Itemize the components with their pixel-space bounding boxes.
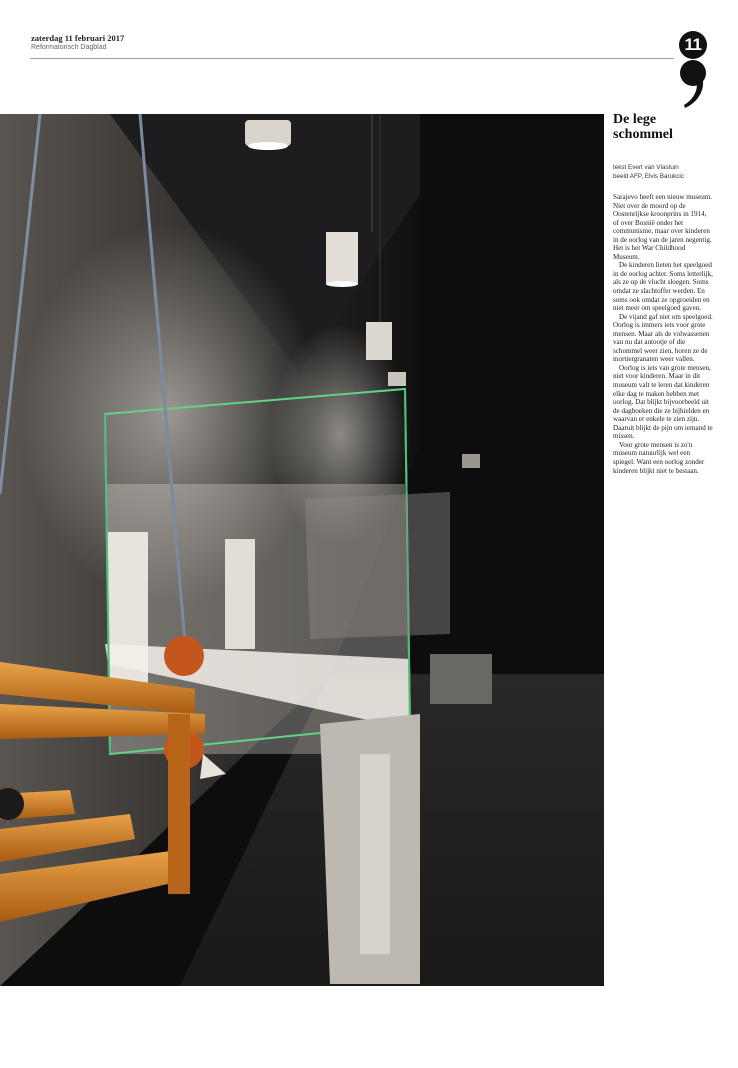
header-divider: [30, 58, 674, 59]
credit-image: beeld AFP, Elvis Barukcic: [613, 172, 684, 180]
page-number-badge: 11: [679, 31, 707, 59]
credit-text: tekst Evert van Vlastuin: [613, 164, 679, 171]
paragraph: Voor grote mensen is zo'n museum natuurlijk wel een spiegel. Want een oorlog zonder kinderen blijkt niet te bestaan.: [613, 440, 705, 475]
publication-name: Reformatorisch Dagblad: [31, 44, 107, 51]
paragraph: De kinderen lieten het speelgoed in de oorlog achter. Soms letterlijk, als ze op de vlucht sloegen. Soms omdat ze slachtoffer werden. En soms ook omdat ze opgroeiden en niet meer om speelgoed gaven.: [613, 261, 713, 313]
article-title: De lege schommel: [613, 112, 673, 142]
article-credits: [613, 164, 713, 181]
museum-photo-illustration: [0, 114, 604, 986]
museum-photo: [0, 114, 604, 986]
article: [613, 112, 713, 475]
comma-icon: [677, 58, 711, 110]
header-date: zaterdag 11 februari 2017: [31, 33, 125, 43]
article-body: [613, 193, 713, 475]
paragraph: De vijand gaf niet om speelgoed. Oorlog is immers iets voor grote mensen. Maar als de volwassenen van nu dat autootje of die schommel weer zien, horen ze de mortiergranaten weer vallen.: [613, 312, 713, 364]
paragraph: Sarajevo heeft een nieuw museum. Niet over de moord op de Oostenrijkse kroonprins in 1914, of over Bosnië onder het communisme, maar over kinderen in de oorlog van de jaren negentig. Het is het War Childhood Museum.: [613, 193, 713, 261]
paragraph: Oorlog is iets van grote mensen, niet voor kinderen. Maar in dit museum valt te leren dat kinderen elke dag te maken hebben met oorlog. Dat blijkt bijvoorbeeld uit de dagboeken die ze bijhielden en waarvan er enkele te zien zijn. Daaruit blijkt de pijn om iemand te missen.: [613, 363, 713, 441]
